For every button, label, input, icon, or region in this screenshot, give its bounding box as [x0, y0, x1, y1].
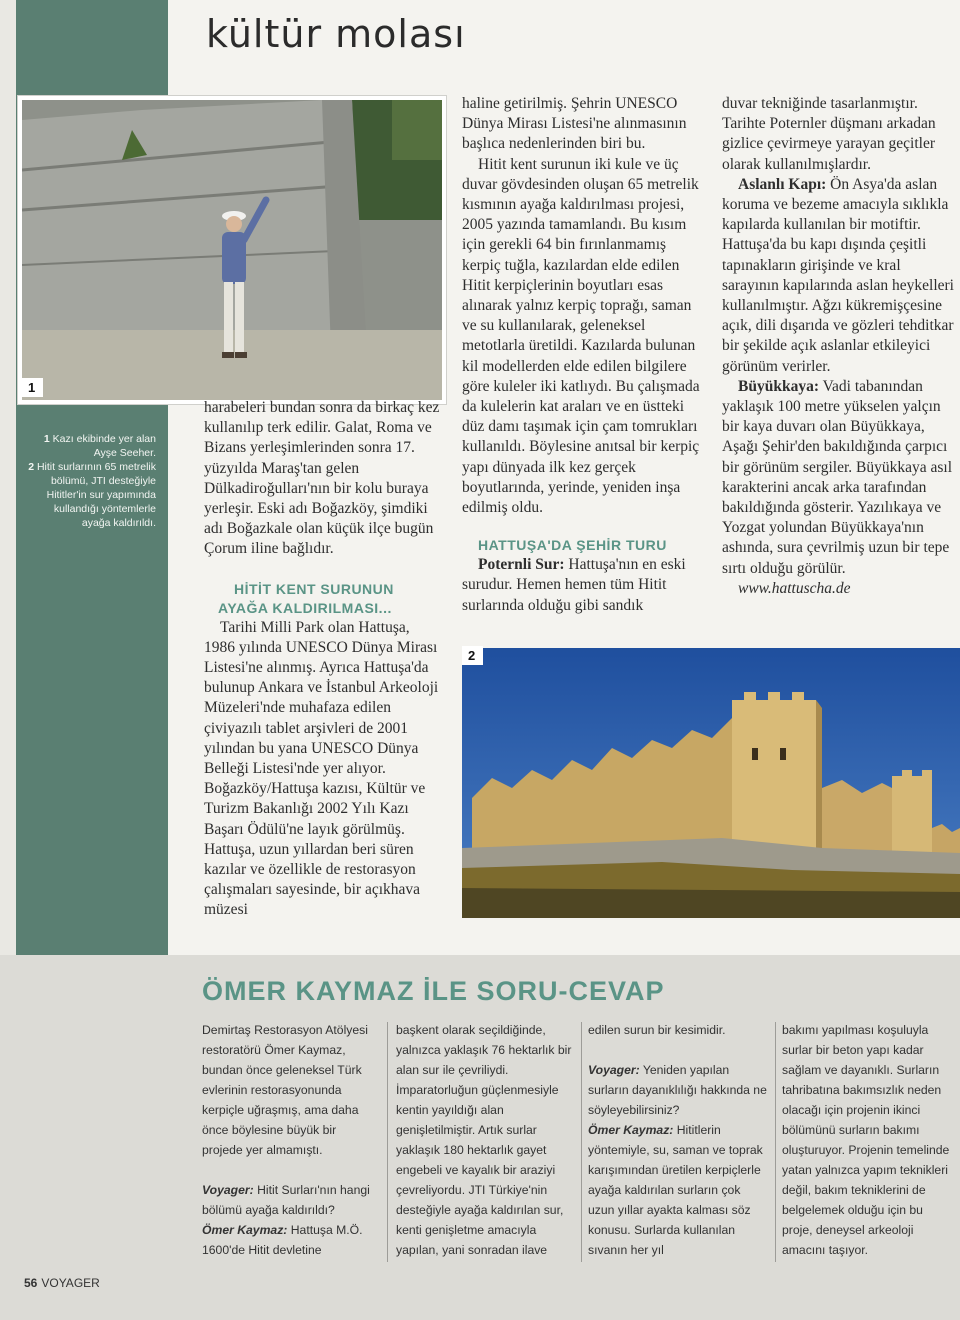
article-paragraph: Hitit kent surunun iki kule ve üç duvar gövdesinden oluşan 65 metrelik kısmının ayağa kaldırılması projesi, 2005 yazında tamamlandı. Bu kısım için gerekli 64 bin fırınlanmamış kerpiç tuğla, kazılardan elde edilen Hitit kerpiçlerinin boyutları esas alınarak yalnız kerpiç toprağı, saman ve su kullanılarak, geleneksel metotlarla üretildi. Kazılarda bulunan kil modellerden elde edilen bilgilere göre kuleler iki katlıydı. Bu çalışmada da kulelerin kat araları ve en üstteki düz damı taşımak için çam tomrukları kullanıldı. Böylesine anıtsal bir kerpiç yapı dünyada ilk kez gerçek boyutlarında, yerinde, yeniden inşa edilmiş oldu.	[462, 155, 700, 517]
answer-text: Hattuşa M.Ö. 1600'de Hitit devletine	[202, 1223, 363, 1257]
question-text: Hitit Surları'nın hangi bölümü ayağa kaldırıldı?	[202, 1183, 370, 1217]
article-column-3	[722, 94, 960, 599]
question-text: Yeniden yapılan surların dayanıklılığı hakkında ne söyleyebilirsiniz?	[588, 1063, 767, 1117]
qa-column-4	[782, 1020, 954, 1260]
qa-column-3	[588, 1020, 768, 1260]
caption-number: 2	[28, 461, 35, 473]
question-label: Voyager:	[588, 1063, 640, 1077]
magazine-name: VOYAGER	[41, 1276, 100, 1290]
column-divider	[581, 1022, 582, 1262]
subheading-city-tour: HATTUŞA'DA ŞEHİR TURU	[478, 537, 667, 554]
city-walls-illustration	[462, 648, 960, 918]
column-divider	[387, 1022, 388, 1262]
qa-title: ÖMER KAYMAZ İLE SORU-CEVAP	[202, 976, 665, 1006]
answer-text: bakımı yapılması koşuluyla surlar bir beton yapı kadar sağlam ve dayanıklı. Surların tahribatına bakımsızlık neden olacağı için projenin ikinci bölümünü surların bakımı oluşturuyor. Projenin temelinde yatan yalnızca yapım teknikleri değil, bakım tekniklerini de belgelemek olduğu için bu proje, deneysel arkeoloji amacını taşıyor.	[782, 1023, 950, 1257]
entry-lead: Büyükkaya:	[738, 377, 819, 395]
entry-lead: Aslanlı Kapı:	[738, 175, 827, 193]
rock-wall-illustration	[22, 100, 442, 400]
article-paragraph: Tarihi Milli Park olan Hattuşa, 1986 yılında UNESCO Dünya Mirası Listesi'ne alınmış. Ayrıca Hattuşa'da bulunup Ankara ve İstanbul Arkeoloji Müzeleri'nde muhafaza edilen çiviyazılı tablet arşivleri de 2001 yılından bu yana UNESCO Dünya Belleği Listesi'nde yer alıyor. Boğazköy/Hattuşa kazısı, Kültür ve Turizm Bakanlığı 2002 Yılı Kazı Başarı Ödülü'ne layık görülmüş. Hattuşa, uzun yıllardan beri süren kazılar ve özellikle de restorasyon çalışmaları sayesinde, bir açıkhava müzesi	[204, 618, 439, 919]
page-footer	[24, 1276, 100, 1290]
article-paragraph: haline getirilmiş. Şehrin UNESCO Dünya Mirası Listesi'ne alınmasının başlıca nedenlerinden biri bu.	[462, 95, 687, 153]
entry-lead: Poternli Sur:	[478, 556, 565, 574]
photo-number-2: 2	[462, 646, 483, 665]
qa-intro: Demirtaş Restorasyon Atölyesi restoratörü Ömer Kaymaz, bundan önce geleneksel Türk evlerinin restorasyonunda kerpiçle uğraşmış, ama daha önce böylesine büyük bir projede yer almamıştı.	[202, 1023, 368, 1157]
entry-text: Ön Asya'da aslan koruma ve bezeme amacıyla sıklıkla kapılarda kullanılan bir motiftir. Hattuşa'da bu kapı dışında çeşitli tapınakların girişinde ve kral sarayının kapılarında aslan heykelleri kullanılmıştır. Ağzı kükremişçesine açık, dili dışarıda ve gözleri tehditkar bir şekilde açık aslanlar etkileyici görünüm verirler.	[722, 175, 954, 375]
caption-text: Hitit surlarının 65 metrelik bölümü, JTI desteğiyle Hititler'in sur yapımında kullandığı yöntemlerle ayağa kaldırıldı.	[36, 461, 156, 529]
entry-text: Hattuşa'nın en eski surudur. Hemen hemen tüm Hitit surlarında olduğu gibi sandık	[462, 556, 686, 614]
caption-text: Kazı ekibinde yer alan Ayşe Seeher.	[52, 433, 156, 459]
photo-city-walls	[462, 648, 960, 918]
section-title: kültür molası	[206, 12, 466, 56]
answer-label: Ömer Kaymaz:	[202, 1223, 288, 1237]
question-label: Voyager:	[202, 1183, 254, 1197]
website-link[interactable]: www.hattuscha.de	[738, 579, 851, 597]
answer-text: edilen surun bir kesimidir.	[588, 1023, 726, 1037]
caption-1	[24, 432, 156, 460]
caption-2	[24, 460, 156, 530]
entry-text: Vadi tabanından yaklaşık 100 metre yükselen yalçın bir kaya duvarı olan Büyükkaya, Aşağı Şehir'den bakıldığında çarpıcı bir görünüm sergiler. Büyükkaya asıl karakterini ancak arka tarafından bakıldığında gösterir. Yazılıkaya ve Yozgat yolundan Büyükkaya'nın ashında, sura çevrilmiş uzun bir tepe sırtı olduğu görülür.	[722, 377, 953, 577]
qa-column-1	[202, 1020, 378, 1260]
column-divider	[775, 1022, 776, 1262]
article-paragraph: harabeleri bundan sonra da birkaç kez kullanılıp terk edilir. Galat, Roma ve Bizans yerleşimlerinden sonra 17. yüzyılda Maraş'tan gelen Dülkadiroğulları'nın bir kolu buraya yerleşir. Eski adı Boğazköy, şimdiki adı Boğazkale olan küçük ilçe bugün Çorum iline bağlıdır.	[204, 399, 440, 558]
page-number: 56	[24, 1276, 38, 1290]
answer-text: Hititlerin yöntemiyle, su, saman ve toprak karışımından üretilen kerpiçlerle ayağa kaldırılan surların çok uzun yıllar ayakta kalması söz konusu. Surlarda kullanılan sıvanın her yıl	[588, 1123, 763, 1257]
answer-text: başkent olarak seçildiğinde, yalnızca yaklaşık 76 hektarlık bir alan sur ile çevriliydi. İmparatorluğun güçlenmesiyle kentin yayıldığı alan genişletilmiştir. Artık surlar yaklaşık 180 hektarlık gayet engebeli ve kayalık bir araziyi çevreliyordu. JTI Türkiye'nin desteğiyle ayağa kaldırılan sur, kenti genişletme amacıyla yapılan, yani sonradan ilave	[396, 1023, 572, 1257]
photo-number-1: 1	[22, 378, 43, 397]
subheading-wall-restoration: HİTİT KENT SURUNUN AYAĞA KALDIRILMASI...	[218, 580, 394, 616]
article-paragraph: duvar tekniğinde tasarlanmıştır. Tarihte Poternler düşmanı arkadan gizlice çevirmeye yarayan geçitler olarak kullanılmışlardır.	[722, 95, 936, 173]
article-column-2	[462, 94, 700, 616]
article-column-1	[204, 398, 442, 921]
photo-captions	[24, 432, 156, 530]
photo-rock-wall	[18, 96, 446, 404]
answer-label: Ömer Kaymaz:	[588, 1123, 674, 1137]
qa-column-2	[396, 1020, 576, 1260]
caption-number: 1	[43, 433, 50, 445]
